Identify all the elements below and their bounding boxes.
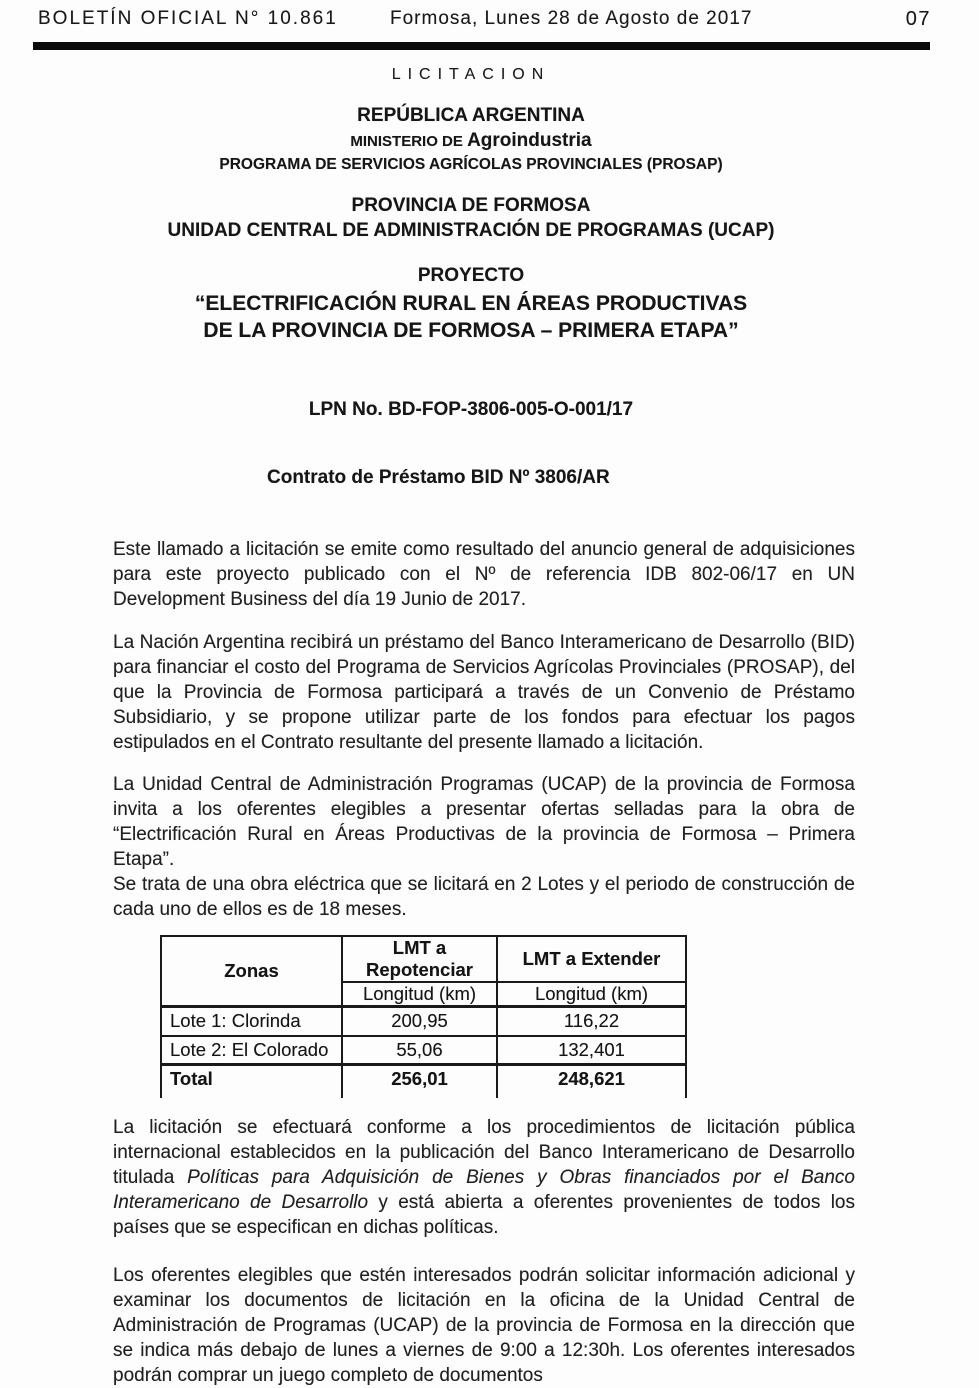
table-row — [161, 1036, 686, 1065]
table-subheader-extender: Longitud (km) — [497, 982, 686, 1007]
table-cell-repotenciar: 55,06 — [342, 1036, 497, 1065]
title-ministerio — [113, 130, 855, 153]
title-quote-line2: DE LA PROVINCIA DE FORMOSA – PRIMERA ETAPA” — [203, 319, 739, 342]
table-border-stub — [497, 1092, 686, 1098]
header-rule — [33, 42, 930, 50]
paragraph-invitation — [113, 772, 855, 922]
table-cell-zona: Lote 2: El Colorado — [161, 1036, 342, 1065]
document-body — [113, 66, 855, 1388]
title-programa: PROGRAMA DE SERVICIOS AGRÍCOLAS PROVINCIALES (PROSAP) — [219, 156, 723, 173]
title-proyecto: PROYECTO — [417, 265, 525, 286]
table-cell-total-label: Total — [161, 1065, 342, 1092]
page-number: 07 — [905, 8, 931, 30]
title-provincia: PROVINCIA DE FORMOSA — [351, 195, 591, 216]
title-republica: REPÚBLICA ARGENTINA — [357, 105, 585, 126]
paragraph-procedures-policy-title: Políticas para Adquisición de Bienes y Obras financiados por el Banco Interamericano de Desarrollo — [113, 1166, 855, 1213]
title-quote-line1: “ELECTRIFICACIÓN RURAL EN ÁREAS PRODUCTIVAS — [194, 292, 748, 315]
table-border-stub — [342, 1092, 497, 1098]
table-header-zonas: Zonas — [161, 936, 342, 1007]
table-cell-total-repotenciar: 256,01 — [342, 1065, 497, 1092]
page-header — [0, 0, 979, 42]
table-total-row — [161, 1065, 686, 1092]
bulletin-date: Formosa, Lunes 28 de Agosto de 2017 — [390, 8, 753, 29]
lots-table — [160, 935, 687, 1098]
table-border-stub — [161, 1092, 342, 1098]
table-cell-zona: Lote 1: Clorinda — [161, 1007, 342, 1036]
paragraph-procedures — [113, 1115, 855, 1240]
title-block — [113, 105, 855, 489]
paragraph-loan: La Nación Argentina recibirá un préstamo del Banco Interamericano de Desarrollo (BID) para financiar el costo del Programa de Servicios Agrícolas Provinciales (PROSAP), del que la Provincia de Formosa participará a través de un Convenio de Préstamo Subsidiario, y se propone utilizar parte de los fondos para efectuar los pagos estipulados en el Contrato resultante del presente llamado a licitación. — [113, 632, 855, 753]
lpn-number: LPN No. BD-FOP-3806-005-O-001/17 — [308, 399, 634, 420]
section-title: LICITACION — [391, 66, 551, 83]
table-border-stub-row — [161, 1092, 686, 1098]
table-subheader-repotenciar: Longitud (km) — [342, 982, 497, 1007]
paragraph-invitation-part1: La Unidad Central de Administración Programas (UCAP) de la provincia de Formosa invita a los oferentes elegibles a presentar ofertas selladas para la obra de “Electrificación Rural en Áreas Productivas de la provincia de Formosa – Primera Etapa”. — [113, 774, 855, 870]
table-cell-extender: 132,401 — [497, 1036, 686, 1065]
bulletin-number: BOLETÍN OFICIAL N° 10.861 — [38, 8, 338, 29]
table-header-row — [161, 936, 686, 982]
title-ministerio-name: Agroindustria — [467, 130, 592, 151]
table-row — [161, 1007, 686, 1036]
table-cell-extender: 116,22 — [497, 1007, 686, 1036]
title-ministerio-prefix: MINISTERIO DE — [350, 133, 468, 150]
table-header-repotenciar: LMT a Repotenciar — [342, 936, 497, 982]
paragraph-information: Los oferentes elegibles que estén interesados podrán solicitar información adicional y examinar los documentos de licitación en la oficina de la Unidad Central de Administración de Programas (UCAP) de la provincia de Formosa en la dirección que se indica más debajo de lunes a viernes de 9:00 a 12:30h. Los oferentes interesados podrán comprar un juego completo de documentos — [113, 1264, 855, 1386]
paragraph-invitation-part2: Se trata de una obra eléctrica que se licitará en 2 Lotes y el periodo de construcción de cada uno de ellos es de 18 meses. — [113, 874, 855, 920]
contract-number: Contrato de Préstamo BID Nº 3806/AR — [267, 467, 610, 488]
table-header-extender: LMT a Extender — [497, 936, 686, 982]
title-unidad: UNIDAD CENTRAL DE ADMINISTRACIÓN DE PROGRAMAS (UCAP) — [167, 220, 775, 241]
table-cell-total-extender: 248,621 — [497, 1065, 686, 1092]
paragraph-procedures-pre: La licitación se efectuará conforme a los procedimientos de licitación pública internacional establecidos en la publicación del Banco Interamericano de Desarrollo titulada — [113, 1116, 855, 1188]
paragraph-procedures-post: y está abierta a oferentes provenientes de todos los países que se especifican en dichas políticas. — [113, 1191, 855, 1238]
table-cell-repotenciar: 200,95 — [342, 1007, 497, 1036]
paragraph-announcement: Este llamado a licitación se emite como resultado del anuncio general de adquisiciones para este proyecto publicado con el Nº de referencia IDB 802-06/17 en UN Development Business del día 19 Junio de 2017. — [113, 539, 855, 610]
